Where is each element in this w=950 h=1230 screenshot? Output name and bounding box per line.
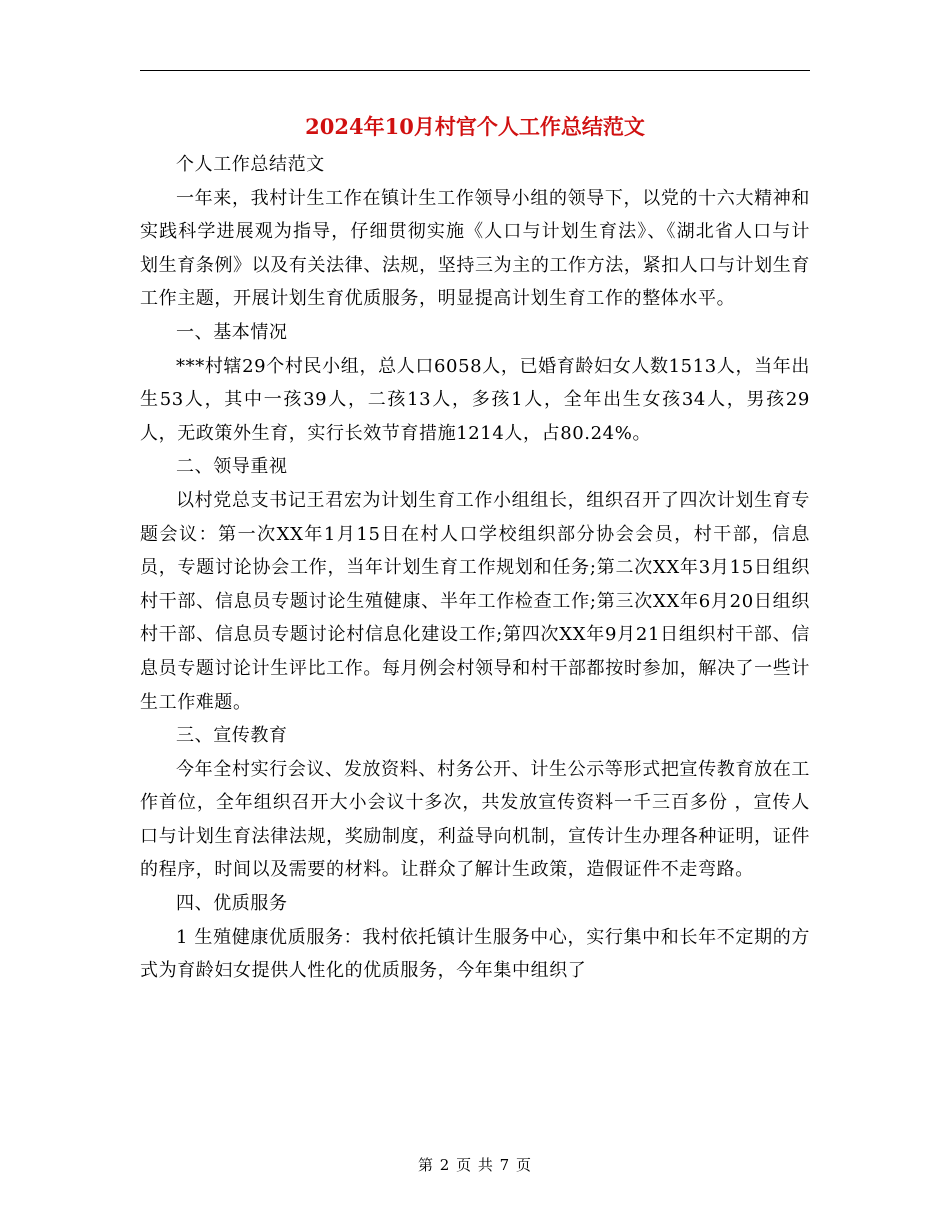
paragraph-publicity: 今年全村实行会议、发放资料、村务公开、计生公示等形式把宣传教育放在工作首位，全年组织召开大小会议十多次，共发放宣传资料一千三百多份 ，宣传人口与计划生育法律法规，奖励制度，利益导向机制，宣传计生办理各种证明，证件的程序，时间以及需要的材料。让群众了解计生政策，造假证件不走弯路。 bbox=[140, 758, 810, 881]
section-heading-leadership: 二、领导重视 bbox=[176, 456, 288, 478]
section-heading-intro: 个人工作总结范文 bbox=[176, 154, 325, 175]
section-heading-basic-info: 一、基本情况 bbox=[176, 321, 288, 343]
section-heading-service: 四、优质服务 bbox=[176, 893, 288, 915]
document-body bbox=[140, 148, 810, 988]
paragraph-intro: 一年来，我村计生工作在镇计生工作领导小组的领导下，以党的十六大精神和实践科学进展观为指导，仔细贯彻实施《人口与计划生育法》、《湖北省人口与计划生育条例》以及有关法律、法规，坚持三为主的工作方法，紧扣人口与计划生育工作主题，开展计划生育优质服务，明显提高计划生育工作的整体水平。 bbox=[140, 187, 810, 310]
page-number: 第 2 页 共 7 页 bbox=[418, 1156, 532, 1174]
header-rule bbox=[140, 70, 810, 71]
paragraph-leadership: 以村党总支书记王君宏为计划生育工作小组组长，组织召开了四次计划生育专题会议：第一次XX年1月15日在村人口学校组织部分协会会员，村干部，信息员，专题讨论协会工作，当年计划生育工作规划和任务;第二次XX年3月15日组织村干部、信息员专题讨论生殖健康、半年工作检查工作;第三次XX年6月20日组织村干部、信息员专题讨论村信息化建设工作;第四次XX年9月21日组织村干部、信息员专题讨论计生评比工作。每月例会村领导和村干部都按时参加，解决了一些计生工作难题。 bbox=[140, 489, 810, 713]
section-heading-publicity: 三、宣传教育 bbox=[176, 725, 288, 747]
paragraph-service: 1 生殖健康优质服务：我村依托镇计生服务中心，实行集中和长年不定期的方式为育龄妇女提供人性化的优质服务，今年集中组织了 bbox=[140, 926, 810, 982]
document-title: 2024年10月村官个人工作总结范文 bbox=[305, 114, 645, 139]
paragraph-basic-info: ***村辖29个村民小组，总人口6058人，已婚育龄妇女人数1513人，当年出生53人，其中一孩39人，二孩13人，多孩1人，全年出生女孩34人，男孩29人，无政策外生育，实行长效节育措施1214人，占80.24%。 bbox=[140, 355, 810, 444]
